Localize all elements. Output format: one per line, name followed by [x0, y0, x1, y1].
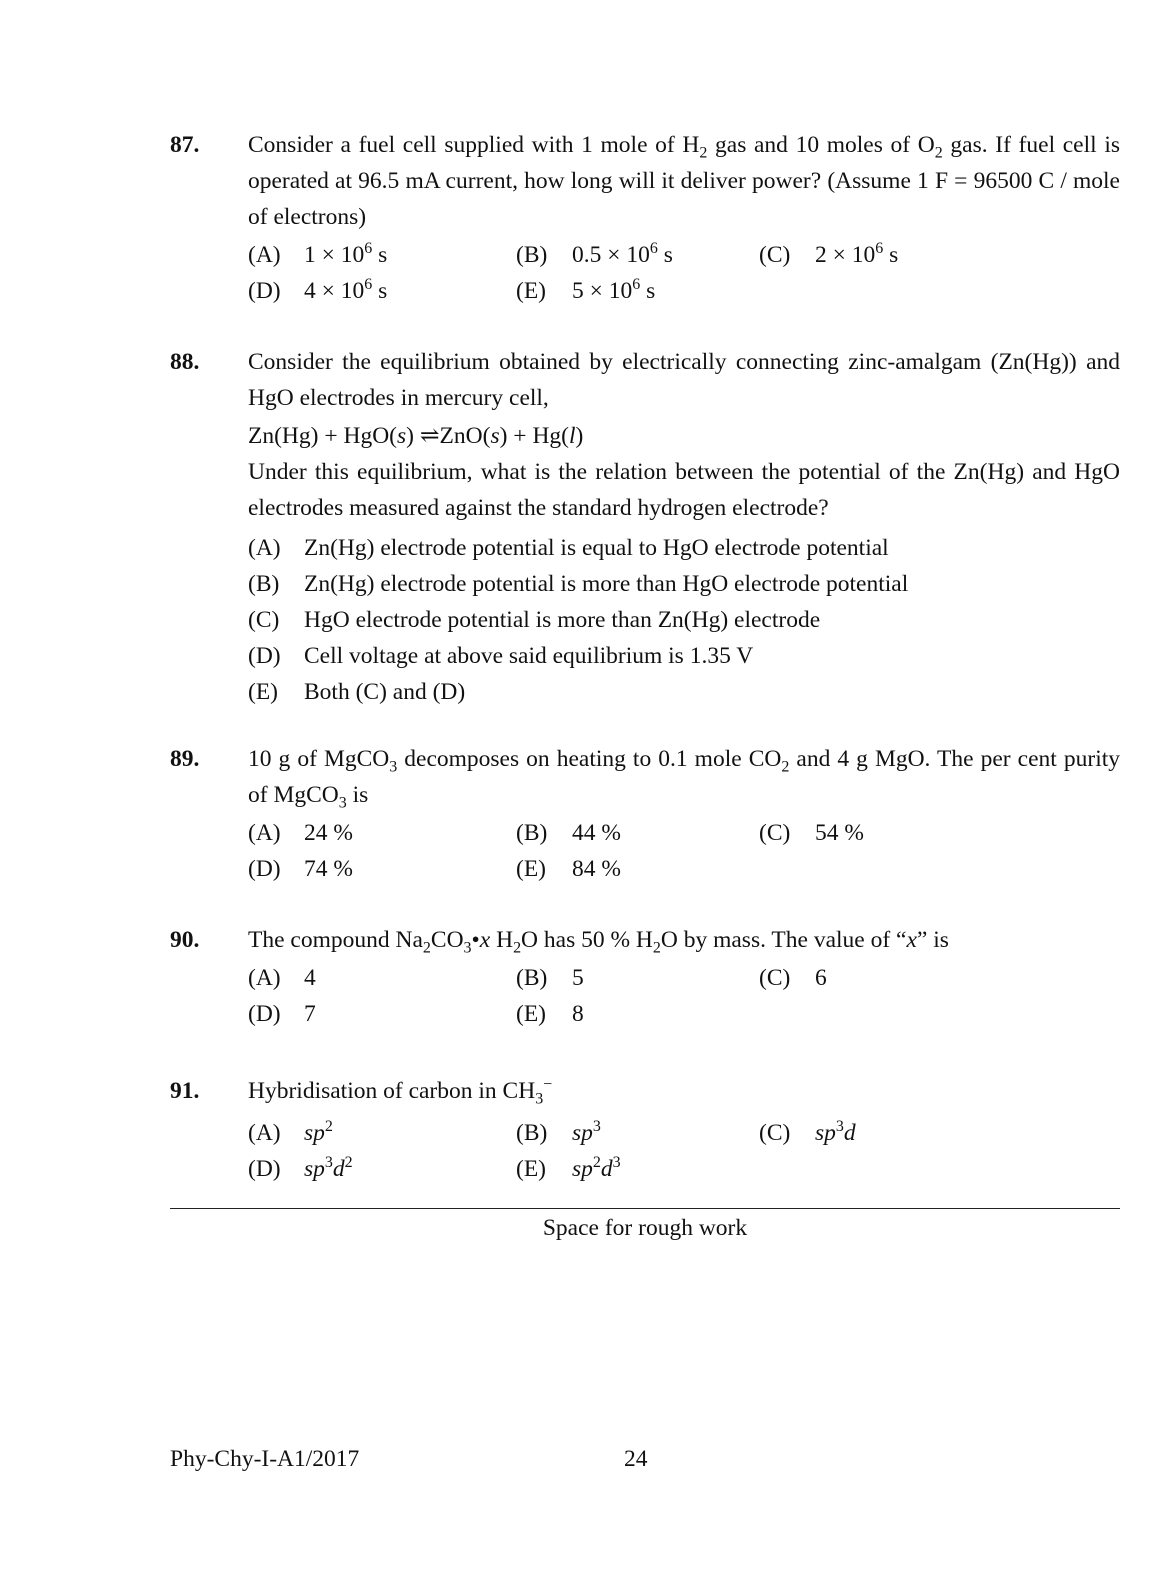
option-d — [248, 851, 516, 887]
options-grid — [248, 960, 1120, 1032]
option-b — [516, 815, 759, 851]
option-d — [248, 1151, 516, 1187]
option-e — [516, 996, 759, 1032]
option-label: (C) — [759, 820, 791, 846]
option-text: 44 % — [572, 820, 621, 846]
page-number: 24 — [624, 1446, 648, 1472]
question-number: 88. — [170, 349, 200, 375]
option-text: 5 — [572, 965, 584, 991]
options-grid — [248, 237, 1120, 309]
option-b — [516, 1115, 759, 1151]
option-label: (E) — [516, 278, 547, 304]
option-c — [759, 237, 1059, 273]
option-c — [759, 960, 1059, 996]
option-label: (D) — [248, 1001, 281, 1027]
option-label: (B) — [516, 820, 548, 846]
option-a — [248, 815, 516, 851]
option-label: (C) — [759, 1120, 791, 1146]
option-e — [516, 1151, 759, 1187]
option-a — [248, 1115, 516, 1151]
option-text: $4 \times 10^6$ s — [304, 276, 388, 304]
option-text: 7 — [304, 1001, 316, 1027]
option-text: $sp^3d^2$ — [304, 1154, 353, 1182]
option-text: $5 \times 10^6$ s — [572, 276, 656, 304]
option-text: $1 \times 10^6$ s — [304, 240, 388, 268]
option-label: (D) — [248, 1156, 281, 1182]
section-divider — [170, 1208, 1120, 1209]
option-text: 74 % — [304, 856, 353, 882]
options-grid — [248, 815, 1120, 887]
option-d — [248, 996, 516, 1032]
options-list — [248, 530, 1120, 710]
rough-work-label: Space for rough work — [542, 1215, 748, 1241]
option-text: 4 — [304, 965, 316, 991]
option-label: (B) — [516, 1120, 548, 1146]
option-text: 6 — [815, 965, 827, 991]
options-grid — [248, 1115, 1120, 1187]
option-label: (B) — [516, 242, 548, 268]
option-text: Cell voltage at above said equilibrium is 1.35 V — [304, 643, 754, 669]
option-c — [759, 815, 1059, 851]
option-text: 54 % — [815, 820, 864, 846]
option-label: (B) — [516, 965, 548, 991]
option-text: $sp^2$ — [304, 1118, 333, 1146]
option-label: (D) — [248, 278, 281, 304]
option-e — [516, 851, 759, 887]
option-d — [248, 638, 1120, 674]
question-stem: Consider a fuel cell supplied with 1 mole of $H_2$ gas and 10 moles of $O_2$ gas. If fuel cell is operated at 96.5 mA current, how long will it deliver power? (Assume 1 F = 96500 C / mole of electrons) — [248, 132, 1121, 230]
question-number: 89. — [170, 746, 200, 772]
option-label: (C) — [248, 607, 280, 633]
option-text: 8 — [572, 1001, 584, 1027]
question-88 — [170, 344, 1120, 710]
option-text: $2 \times 10^6$ s — [815, 240, 899, 268]
option-label: (A) — [248, 535, 281, 561]
option-a — [248, 530, 1120, 566]
option-e — [516, 273, 759, 309]
option-text: $sp^3$ — [572, 1118, 601, 1146]
option-label: (E) — [516, 1156, 547, 1182]
option-b — [516, 237, 759, 273]
question-stem: Hybridisation of carbon in $CH_3^-$ — [248, 1076, 553, 1108]
option-label: (A) — [248, 1120, 281, 1146]
option-b — [516, 960, 759, 996]
paper-code: Phy-Chy-I-A1/2017 — [170, 1446, 360, 1472]
question-number: 90. — [170, 927, 200, 953]
option-label: (A) — [248, 820, 281, 846]
option-label: (A) — [248, 965, 281, 991]
question-91 — [170, 1073, 1120, 1187]
option-text: 24 % — [304, 820, 353, 846]
option-label: (C) — [759, 965, 791, 991]
option-text: Zn(Hg) electrode potential is equal to HgO electrode potential — [304, 535, 889, 561]
question-stem: The compound $Na_2CO_3•x$ $H_2O$ has 50 % $H_2O$ by mass. The value of “x” is — [248, 927, 949, 957]
question-89 — [170, 741, 1120, 887]
option-label: (E) — [516, 1001, 547, 1027]
option-a — [248, 960, 516, 996]
option-label: (E) — [248, 679, 279, 705]
option-text: $0.5 \times 10^6$ s — [572, 240, 673, 268]
question-90 — [170, 922, 1120, 1032]
option-text: 84 % — [572, 856, 621, 882]
option-text: Both (C) and (D) — [304, 679, 466, 705]
option-b — [248, 566, 1120, 602]
option-c — [248, 602, 1120, 638]
option-label: (C) — [759, 242, 791, 268]
option-a — [248, 237, 516, 273]
question-stem: Consider the equilibrium obtained by electrically connecting zinc-amalgam (Zn(Hg)) and HgO electrodes in mercury cell, — [248, 349, 1120, 411]
question-87 — [170, 127, 1120, 309]
question-stem: 10 g of MgCO$_3$ decomposes on heating to 0.1 mole $CO_2$ and 4 g MgO. The per cent purity of MgCO$_3$ is — [248, 746, 1120, 812]
option-text: $sp^3d$ — [815, 1118, 856, 1146]
option-label: (E) — [516, 856, 547, 882]
option-c — [759, 1115, 1059, 1151]
option-label: (B) — [248, 571, 280, 597]
option-text: HgO electrode potential is more than Zn(Hg) electrode — [304, 607, 821, 633]
question-number: 91. — [170, 1078, 200, 1104]
equilibrium-equation: Zn(Hg) + HgO(s) ⇌ZnO(s) + Hg(l) — [248, 423, 584, 449]
option-label: (A) — [248, 242, 281, 268]
question-stem-continued: Under this equilibrium, what is the relation between the potential of the Zn(Hg) and HgO electrodes measured against the standard hydrogen electrode? — [248, 459, 1120, 521]
option-label: (D) — [248, 856, 281, 882]
option-text: Zn(Hg) electrode potential is more than HgO electrode potential — [304, 571, 909, 597]
option-e — [248, 674, 1120, 710]
question-number: 87. — [170, 132, 200, 158]
option-text: $sp^2d^3$ — [572, 1154, 621, 1182]
option-d — [248, 273, 516, 309]
option-label: (D) — [248, 643, 281, 669]
